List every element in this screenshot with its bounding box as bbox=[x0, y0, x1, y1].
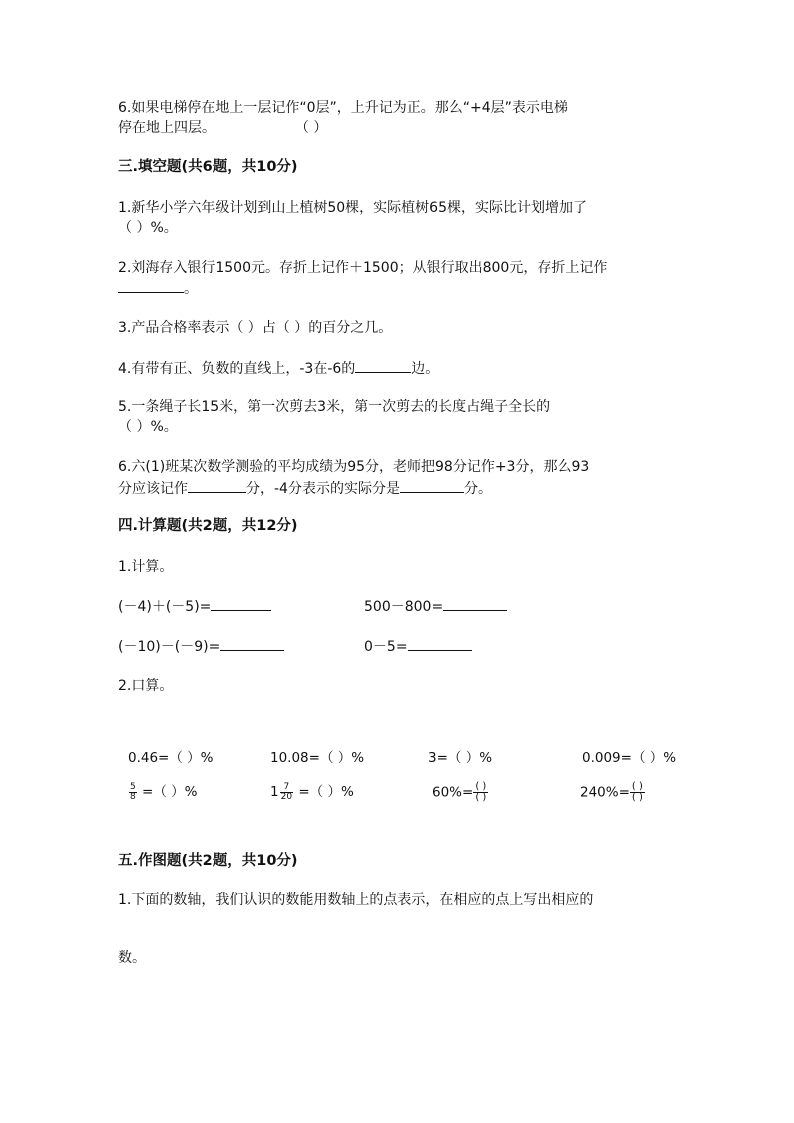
oral-item: 0.009=（ ）% bbox=[582, 750, 677, 766]
oral-item: 3=（ ）% bbox=[428, 750, 493, 766]
oral-head: 240%= bbox=[580, 784, 630, 801]
answer-blank bbox=[188, 478, 246, 493]
question-line: 6.如果电梯停在地上一层记作“0层”，上升记为正。那么“+4层”表示电梯 bbox=[118, 100, 568, 116]
question-text: 分应该记作 bbox=[118, 481, 188, 497]
answer-bracket: （ ） bbox=[294, 120, 328, 136]
calc-expression: 0－5= bbox=[364, 639, 408, 655]
calc-expression: 500－800= bbox=[364, 599, 444, 615]
answer-blank bbox=[400, 478, 464, 493]
question-line: 1.计算。 bbox=[118, 559, 174, 575]
question-line: 1.下面的数轴，我们认识的数能用数轴上的点表示，在相应的点上写出相应的 bbox=[118, 892, 594, 908]
question-text: 分，-4分表示的实际分是 bbox=[246, 481, 400, 497]
question-text: 停在地上四层。 bbox=[118, 120, 216, 136]
question-line bbox=[118, 478, 492, 499]
question-line: 5.一条绳子长15米，第一次剪去3米，第一次剪去的长度占绳子全长的 bbox=[118, 399, 551, 415]
question-text: 4.有带有正、负数的直线上，-3在-6的 bbox=[118, 361, 356, 377]
fraction: $\frac{5}{8}$ bbox=[130, 781, 136, 802]
oral-item: 0.46=（ ）% bbox=[128, 750, 214, 766]
oral-item bbox=[580, 782, 645, 803]
oral-tail: =（ ）% bbox=[142, 784, 198, 800]
question-line: 2.刘海存入银行1500元。存折上记作＋1500；从银行取出800元，存折上记作 bbox=[118, 260, 608, 276]
answer-blank bbox=[443, 596, 507, 611]
oral-item bbox=[270, 782, 354, 802]
blank-fraction: $\frac{( )}{( )}$ bbox=[631, 781, 643, 803]
question-line: 3.产品合格率表示（ ）占（ ）的百分之几。 bbox=[118, 320, 393, 336]
answer-blank bbox=[355, 358, 411, 373]
mixed-whole: 1 bbox=[270, 784, 279, 800]
question-text: 。 bbox=[184, 281, 198, 297]
oral-item bbox=[432, 782, 488, 803]
question-line: 数。 bbox=[118, 950, 146, 966]
answer-blank bbox=[118, 278, 184, 293]
question-line bbox=[118, 278, 198, 299]
calc-item bbox=[118, 596, 271, 617]
oral-item bbox=[128, 782, 197, 802]
answer-blank bbox=[408, 636, 472, 651]
calc-expression: (－10)－(－9)= bbox=[118, 639, 221, 655]
section-title: 五.作图题(共2题，共10分) bbox=[118, 853, 298, 869]
oral-item: 10.08=（ ）% bbox=[270, 750, 365, 766]
section-title: 四.计算题(共2题，共12分) bbox=[118, 518, 298, 534]
question-line: （ ）%。 bbox=[118, 419, 178, 435]
calc-item bbox=[118, 636, 284, 657]
calc-item bbox=[364, 596, 507, 617]
oral-tail: =（ ）% bbox=[298, 784, 354, 800]
answer-blank bbox=[211, 596, 271, 611]
oral-head: 60%= bbox=[432, 784, 474, 801]
fraction: $\frac{7}{20}$ bbox=[280, 781, 293, 802]
question-text: 分。 bbox=[463, 481, 492, 497]
question-line: 1.新华小学六年级计划到山上植树50棵，实际植树65棵，实际比计划增加了 bbox=[118, 200, 587, 216]
calc-expression: (－4)＋(－5)= bbox=[118, 599, 212, 615]
question-line: 6.六(1)班某次数学测验的平均成绩为95分，老师把98分记作+3分，那么93 bbox=[118, 459, 590, 475]
blank-fraction: $\frac{( )}{( )}$ bbox=[475, 781, 487, 803]
calc-item bbox=[364, 636, 472, 657]
question-line bbox=[118, 358, 439, 379]
question-line bbox=[118, 118, 327, 138]
question-line: （ ）%。 bbox=[118, 220, 178, 236]
section-title: 三.填空题(共6题，共10分) bbox=[118, 159, 298, 175]
question-line: 2.口算。 bbox=[118, 678, 174, 694]
question-text: 边。 bbox=[411, 361, 440, 377]
answer-blank bbox=[220, 636, 284, 651]
